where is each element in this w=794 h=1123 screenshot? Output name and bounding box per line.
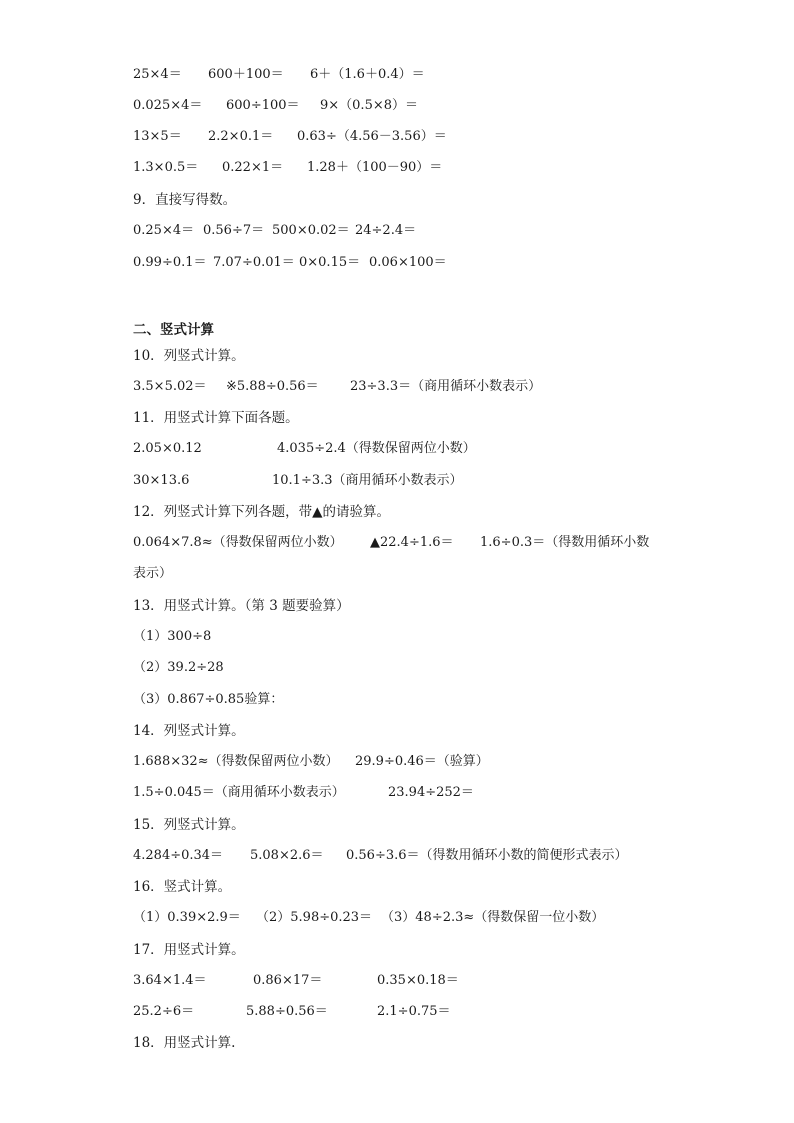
calc-item: 1.6÷0.3＝（得数用循环小数	[480, 535, 650, 550]
calc-item: 0.56÷3.6＝（得数用循环小数的简便形式表示）	[346, 848, 628, 863]
calc-item: 9×（0.5×8）＝	[320, 98, 419, 113]
calc-item: 0.25×4＝	[133, 223, 195, 238]
question-17-title: 17．用竖式计算。	[133, 942, 245, 958]
question-9-title: 9．直接写得数。	[133, 192, 237, 208]
calc-item: ▲22.4÷1.6＝	[370, 535, 454, 550]
calc-item: 600＋100＝	[208, 67, 284, 82]
calc-item: 0.99÷0.1＝	[133, 255, 207, 270]
calc-item: 0.025×4＝	[133, 98, 203, 113]
calc-item: 23÷3.3＝（商用循环小数表示）	[350, 379, 542, 394]
calc-item: 0.35×0.18＝	[377, 973, 459, 988]
section-heading: 二、竖式计算	[133, 322, 214, 338]
question-13-title: 13．用竖式计算。（第 3 题要验算）	[133, 598, 350, 614]
calc-item: 24÷2.4＝	[355, 223, 417, 238]
calc-item: 3.64×1.4＝	[133, 973, 207, 988]
q16-row	[0, 908, 794, 928]
calc-item: 1.3×0.5＝	[133, 160, 199, 175]
q15-row	[0, 846, 794, 866]
calc-item: 1.5÷0.045＝（商用循环小数表示）	[133, 785, 345, 800]
q9-row-1	[0, 221, 794, 241]
question-11-title: 11．用竖式计算下面各题。	[133, 410, 299, 426]
calc-item: 23.94÷252＝	[388, 785, 474, 800]
question-14-title: 14．列竖式计算。	[133, 723, 245, 739]
calc-item: （1）300÷8	[133, 629, 212, 644]
q13-item-3	[0, 690, 794, 710]
calc-item: （3）0.867÷0.85验算：	[133, 692, 284, 707]
calc-item: 0.63÷（4.56－3.56）＝	[297, 129, 447, 144]
calc-item: 0×0.15＝	[299, 255, 361, 270]
calc-item: 6＋（1.6＋0.4）＝	[310, 67, 425, 82]
question-15-title: 15．列竖式计算。	[133, 817, 245, 833]
calc-item: 2.05×0.12	[133, 441, 202, 456]
q14-row-1	[0, 752, 794, 772]
calc-item: ※5.88÷0.56＝	[226, 379, 319, 394]
calc-item: 29.9÷0.46＝（验算）	[355, 754, 489, 769]
calc-item: （3）48÷2.3≈（得数保留一位小数）	[381, 910, 605, 925]
q11-row-1	[0, 439, 794, 459]
calc-item: 表示）	[133, 566, 173, 581]
calc-item: 30×13.6	[133, 473, 190, 488]
calc-row-2	[0, 96, 794, 116]
calc-item: 0.56÷7＝	[203, 223, 265, 238]
calc-item: （2）39.2÷28	[133, 660, 224, 675]
q14-row-2	[0, 783, 794, 803]
calc-item: 25×4＝	[133, 67, 182, 82]
q11-row-2	[0, 471, 794, 491]
calc-item: 10.1÷3.3（商用循环小数表示）	[272, 473, 463, 488]
calc-item: 3.5×5.02＝	[133, 379, 207, 394]
calc-item: 5.08×2.6＝	[250, 848, 324, 863]
calc-item: 2.1÷0.75＝	[377, 1004, 451, 1019]
question-16-title: 16．竖式计算。	[133, 879, 232, 895]
calc-row-4	[0, 158, 794, 178]
calc-item: 0.22×1＝	[222, 160, 284, 175]
calc-item: 1.688×32≈（得数保留两位小数）	[133, 754, 339, 769]
question-10-title: 10．列竖式计算。	[133, 348, 245, 364]
q10-row	[0, 377, 794, 397]
calc-row-1	[0, 65, 794, 85]
calc-item: 1.28＋（100－90）＝	[307, 160, 443, 175]
calc-item: 5.88÷0.56＝	[246, 1004, 328, 1019]
calc-item: 2.2×0.1＝	[208, 129, 274, 144]
q17-row-1	[0, 971, 794, 991]
calc-item: 4.284÷0.34＝	[133, 848, 224, 863]
calc-item: 600÷100＝	[226, 98, 300, 113]
q17-row-2	[0, 1002, 794, 1022]
question-12-title: 12．列竖式计算下列各题，带▲的请验算。	[133, 504, 391, 520]
q12-continuation	[0, 564, 794, 584]
calc-item: 0.064×7.8≈（得数保留两位小数）	[133, 535, 343, 550]
calc-item: 4.035÷2.4（得数保留两位小数）	[277, 441, 476, 456]
q13-item-2	[0, 658, 794, 678]
calc-item: （1）0.39×2.9＝	[133, 910, 241, 925]
calc-row-3	[0, 127, 794, 147]
q12-row	[0, 533, 794, 553]
calc-item: 500×0.02＝	[272, 223, 350, 238]
calc-item: 25.2÷6＝	[133, 1004, 195, 1019]
question-18-title: 18．用竖式计算.	[133, 1035, 236, 1051]
q13-item-1	[0, 627, 794, 647]
q9-row-2	[0, 253, 794, 273]
calc-item: 0.06×100＝	[369, 255, 447, 270]
calc-item: （2）5.98÷0.23＝	[256, 910, 373, 925]
calc-item: 13×5＝	[133, 129, 182, 144]
calc-item: 0.86×17＝	[253, 973, 323, 988]
calc-item: 7.07÷0.01＝	[213, 255, 295, 270]
